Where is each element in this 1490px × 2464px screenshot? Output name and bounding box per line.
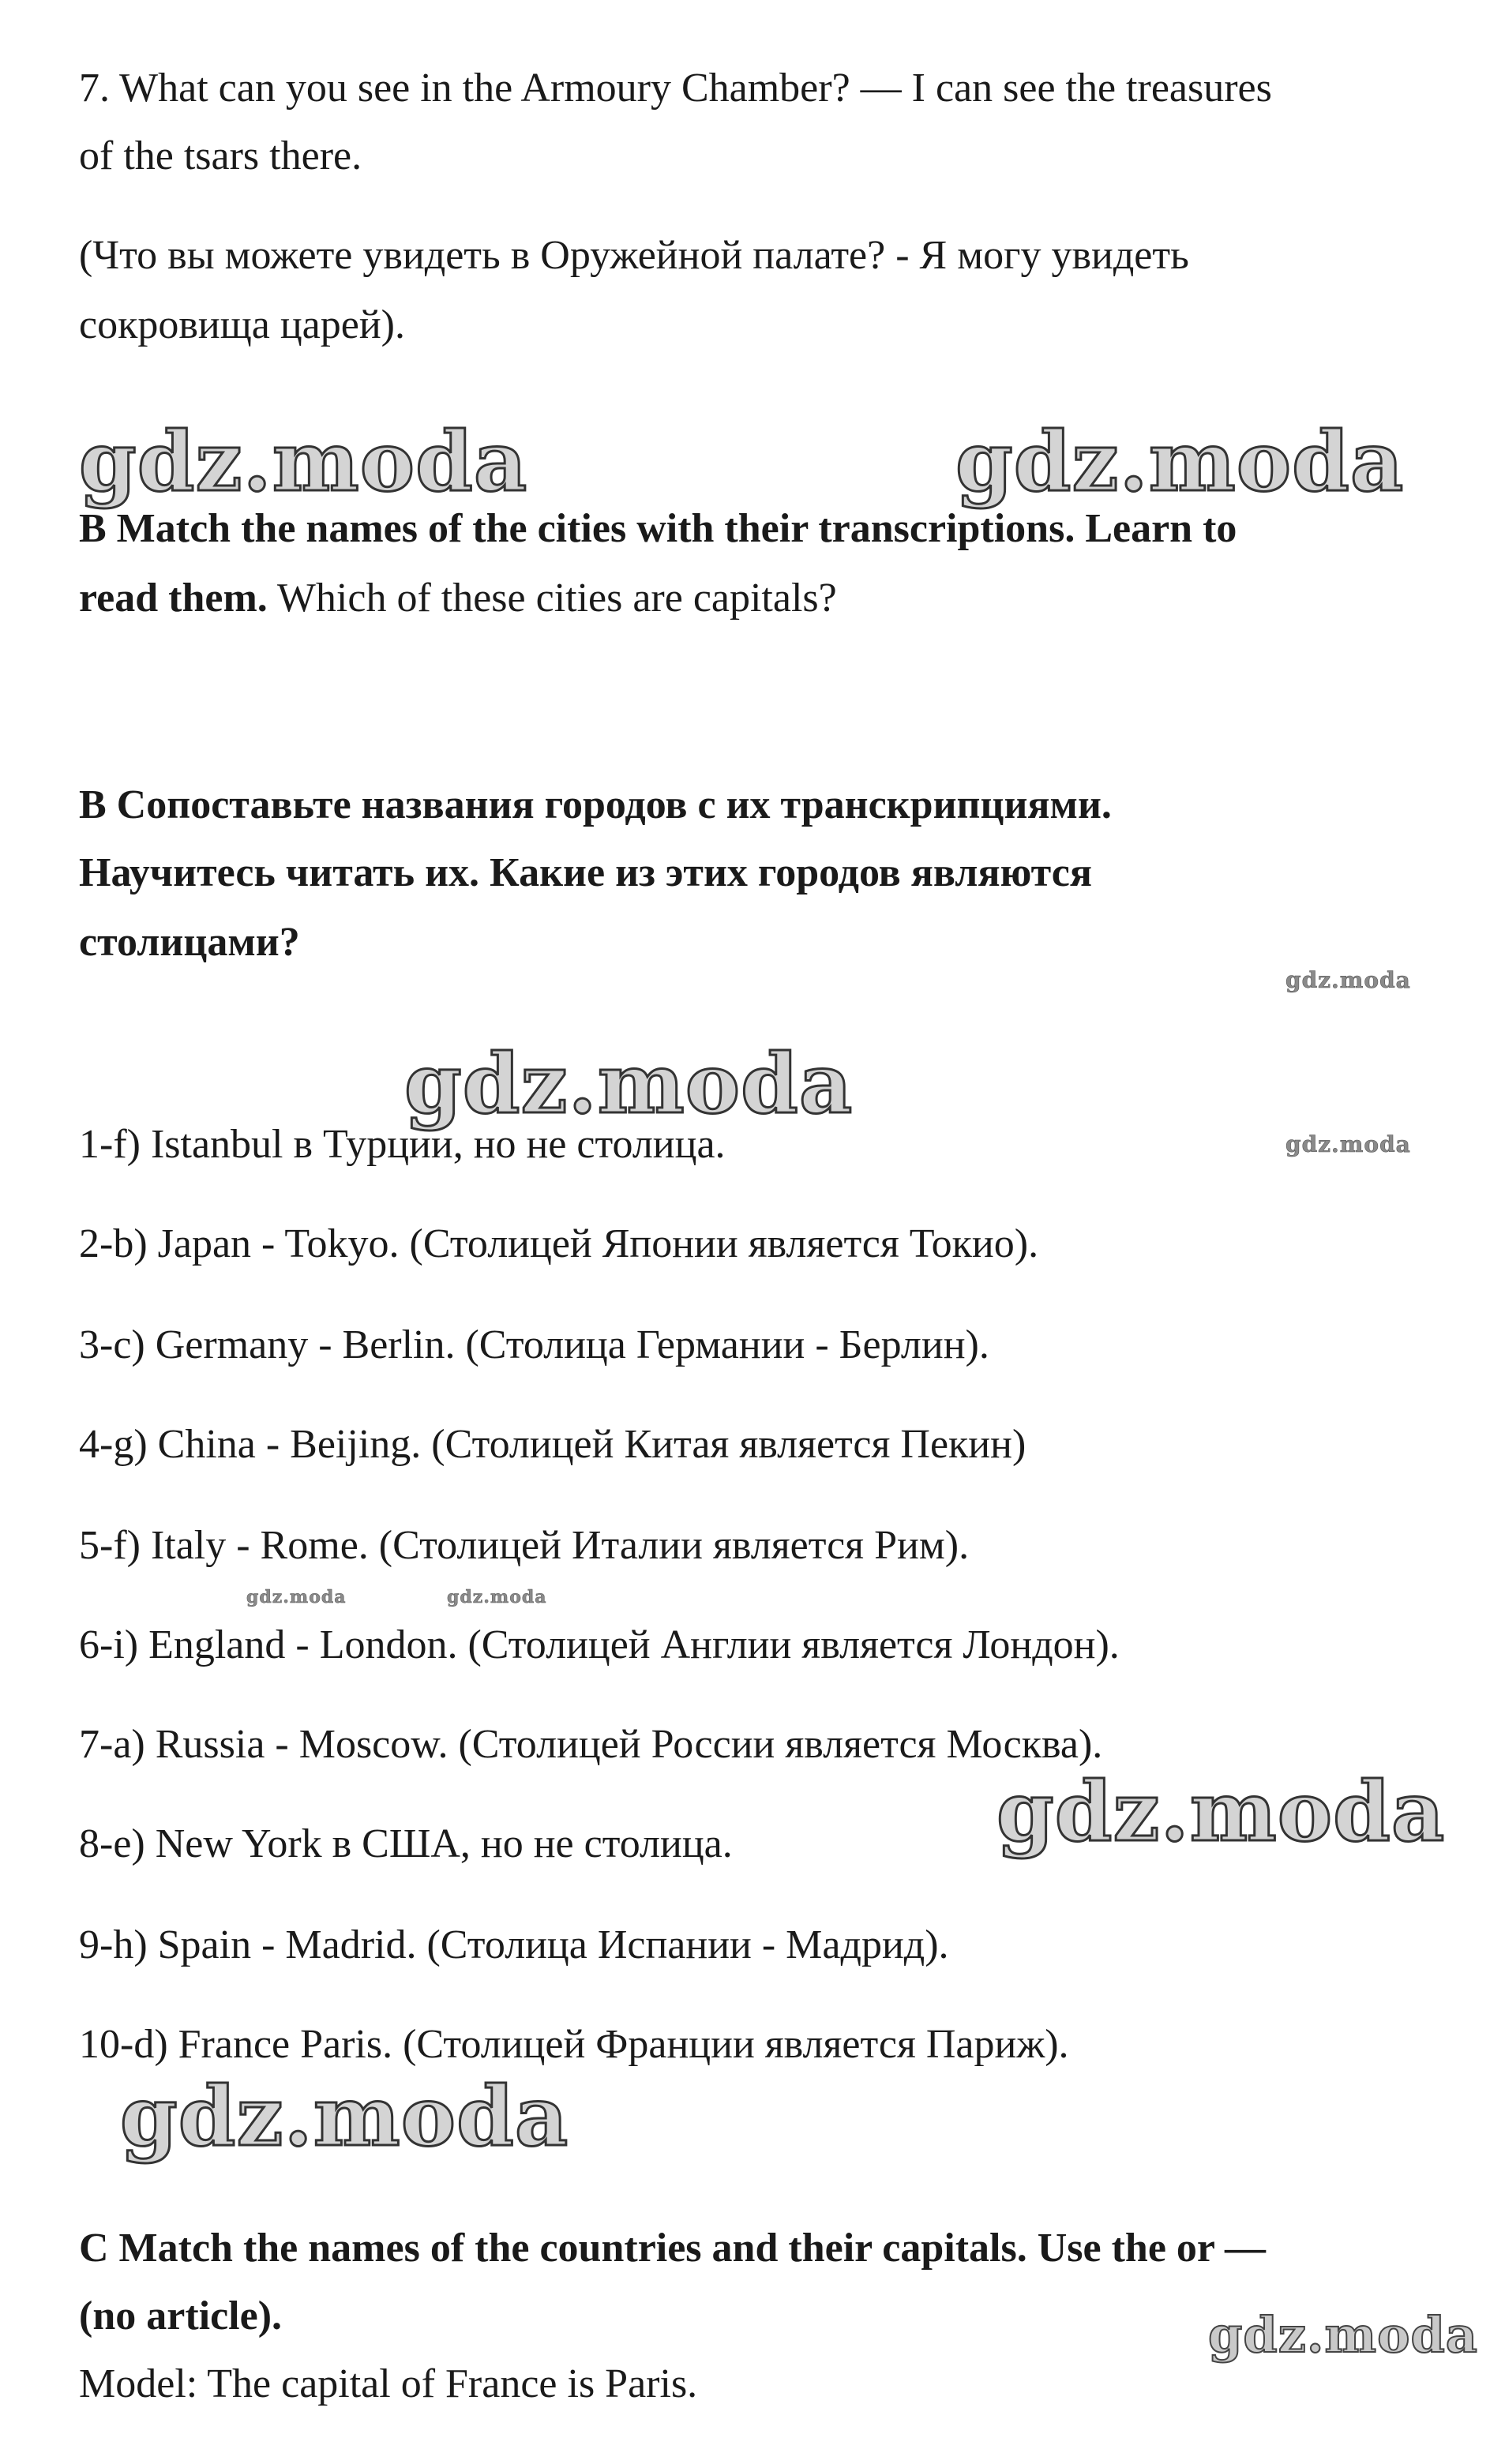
answer-item: 4-g) China - Beijing. (Столицей Китая является Пекин) bbox=[79, 1422, 1026, 1467]
task-b-heading-question: Which of these cities are capitals? bbox=[267, 576, 837, 621]
task-c-model: Model: The capital of France is Paris. bbox=[79, 2361, 698, 2406]
task-c-heading-line-1: C Match the names of the countries and their capitals. Use the or — bbox=[79, 2226, 1267, 2271]
watermark-logo: gdz.moda bbox=[996, 1763, 1446, 1860]
watermark-logo: gdz.moda bbox=[1285, 967, 1411, 993]
watermark-logo: gdz.moda bbox=[79, 413, 528, 510]
intro-ru-line-2: сокровища царей). bbox=[79, 302, 405, 347]
answer-item: 8-e) New York в США, но не столица. bbox=[79, 1821, 733, 1866]
answer-item: 5-f) Italy - Rome. (Столицей Италии является Рим). bbox=[79, 1523, 970, 1568]
intro-line-2: of the tsars there. bbox=[79, 133, 362, 178]
answer-item: 1-f) Istanbul в Турции, но не столица. bbox=[79, 1122, 726, 1167]
answer-item: 3-c) Germany - Berlin. (Столица Германии - Берлин). bbox=[79, 1322, 989, 1367]
watermark-logo: gdz.moda bbox=[246, 1587, 347, 1607]
watermark-logo: gdz.moda bbox=[120, 2068, 569, 2165]
watermark-logo: gdz.moda bbox=[1208, 2306, 1478, 2364]
watermark-logo: gdz.moda bbox=[447, 1587, 547, 1607]
watermark-logo: gdz.moda bbox=[1285, 1131, 1411, 1157]
answer-item: 7-a) Russia - Moscow. (Столицей России является Москва). bbox=[79, 1722, 1103, 1767]
intro-ru-line-1: (Что вы можете увидеть в Оружейной палате? - Я могу увидеть bbox=[79, 233, 1189, 278]
task-b-heading-line-1: B Match the names of the cities with their transcriptions. Learn to bbox=[79, 506, 1237, 551]
task-c-heading-line-2: (no article). bbox=[79, 2293, 283, 2338]
watermark-logo: gdz.moda bbox=[404, 1035, 854, 1132]
answer-item: 10-d) France Paris. (Столицей Франции является Париж). bbox=[79, 2022, 1069, 2067]
task-b-ru-line-1: В Сопоставьте названия городов с их транскрипциями. bbox=[79, 782, 1112, 827]
task-b-ru-line-2: Научитесь читать их. Какие из этих городов являются bbox=[79, 850, 1093, 895]
answer-item: 6-i) England - London. (Столицей Англии является Лондон). bbox=[79, 1622, 1120, 1667]
watermark-logo: gdz.moda bbox=[955, 413, 1405, 510]
answer-item: 9-h) Spain - Madrid. (Столица Испании - Мадрид). bbox=[79, 1922, 949, 1967]
answer-item: 2-b) Japan - Tokyo. (Столицей Японии является Токио). bbox=[79, 1221, 1039, 1266]
task-b-ru-line-3: столицами? bbox=[79, 920, 300, 965]
task-b-heading-line-2 bbox=[79, 573, 837, 624]
task-b-heading-bold: read them. bbox=[79, 576, 268, 621]
intro-line-1: 7. What can you see in the Armoury Chamber? — I can see the treasures bbox=[79, 66, 1272, 111]
